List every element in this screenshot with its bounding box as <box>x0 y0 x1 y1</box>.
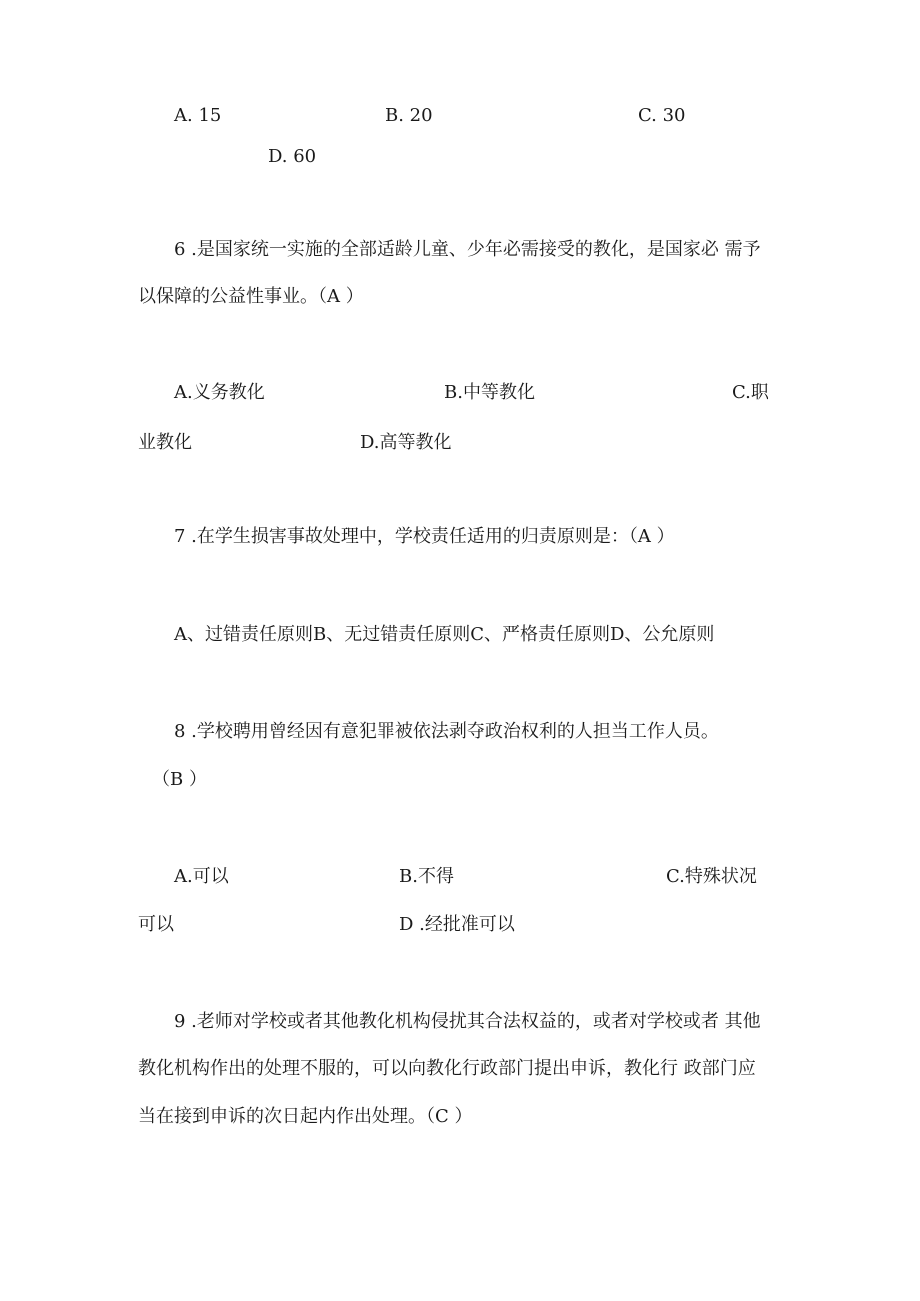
q6-option-d: D.高等教化 <box>360 432 452 453</box>
q8-option-c-part1: C.特殊状况 <box>666 866 757 887</box>
q7-options: A、过错责任原则B、无过错责任原则C、严格责任原则D、公允原则 <box>174 624 715 645</box>
q5-option-b: B. 20 <box>385 105 433 126</box>
q9-stem-line1: 9 .老师对学校或者其他教化机构侵扰其合法权益的，或者对学校或者 其他 <box>174 1011 761 1032</box>
q8-stem-line1: 8 .学校聘用曾经因有意犯罪被依法剥夺政治权利的人担当工作人员。 <box>174 721 719 742</box>
q8-option-d: D .经批准可以 <box>399 914 515 935</box>
q6-option-b: B.中等教化 <box>444 382 535 403</box>
q6-stem-line2: 以保障的公益性事业。（A ） <box>138 286 364 307</box>
q5-option-a: A. 15 <box>174 105 222 126</box>
q8-option-c-part2: 可以 <box>138 914 174 935</box>
q9-stem-line2: 教化机构作出的处理不服的，可以向教化行政部门提出申诉，教化行 政部门应 <box>138 1058 756 1079</box>
q8-option-a: A.可以 <box>174 866 229 887</box>
q6-option-c-part2: 业教化 <box>138 432 192 453</box>
q9-stem-line3: 当在接到申诉的次日起内作出处理。（C ） <box>138 1106 473 1127</box>
q6-stem-line1: 6 .是国家统一实施的全部适龄儿童、少年必需接受的教化，是国家必 需予 <box>174 239 761 260</box>
q7-stem: 7 .在学生损害事故处理中，学校责任适用的归责原则是：（A ） <box>174 526 675 547</box>
q8-stem-line2: （B ） <box>152 769 207 790</box>
q8-option-b: B.不得 <box>399 866 454 887</box>
q6-option-c-part1: C.职 <box>732 382 769 403</box>
q6-option-a: A.义务教化 <box>174 382 265 403</box>
q5-option-c: C. 30 <box>638 105 686 126</box>
q5-option-d: D. 60 <box>268 146 317 167</box>
